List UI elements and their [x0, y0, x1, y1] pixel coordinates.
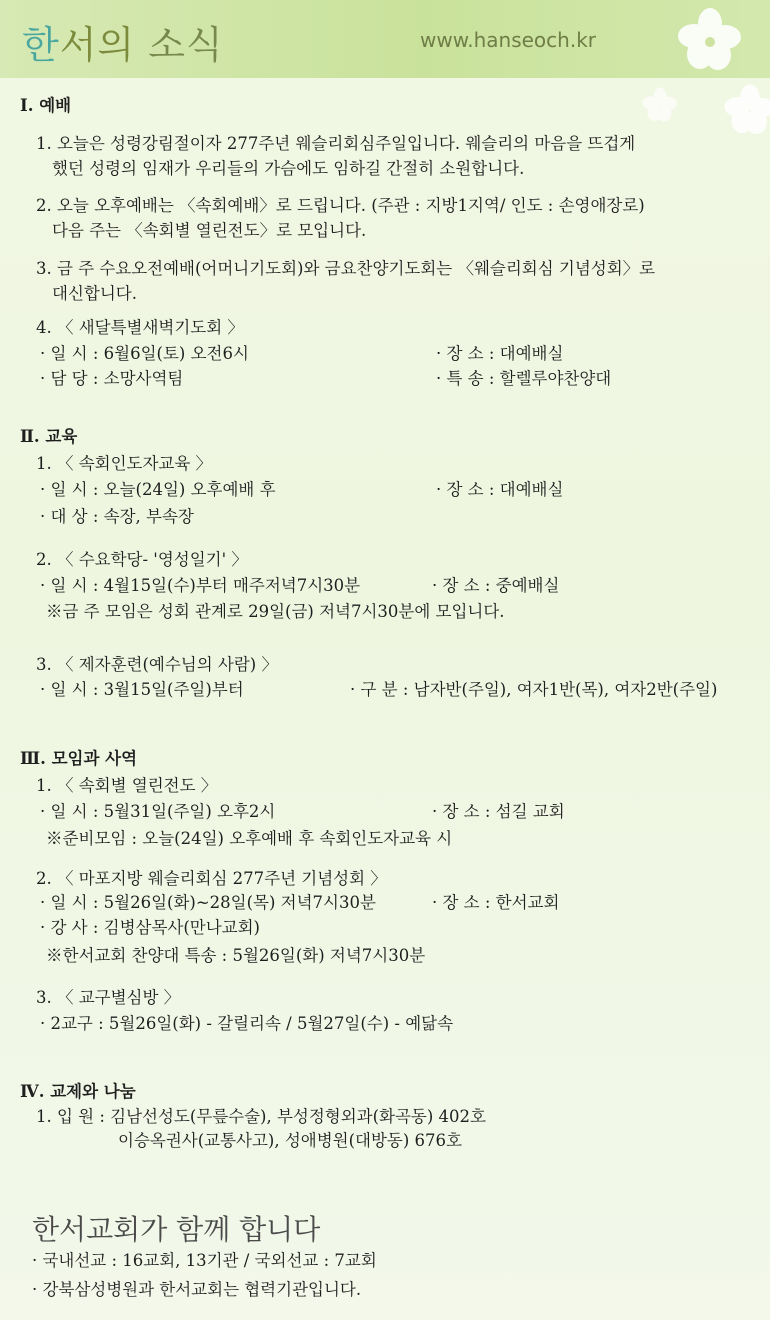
text-line: ※금 주 모임은 성회 관계로 29일(금) 저녁7시30분에 모입니다. [46, 602, 505, 621]
text-line: · 장 소 : 대예배실 [436, 480, 564, 499]
text-line: · 장 소 : 중예배실 [432, 576, 560, 595]
text-line: 1. 〈 속회인도자교육 〉 [36, 454, 213, 473]
text-line: · 강 사 : 김병삼목사(만나교회) [40, 918, 260, 937]
text-line: 3. 〈 제자훈련(예수님의 사람) 〉 [36, 655, 278, 674]
text-line: · 장 소 : 한서교회 [432, 893, 560, 912]
text-line: 이승옥권사(교통사고), 성애병원(대방동) 676호 [118, 1131, 462, 1150]
text-line: · 2교구 : 5월26일(화) - 갈릴리속 / 5월27일(수) - 예닮속 [40, 1014, 454, 1033]
text-line: · 담 당 : 소망사역팀 [40, 369, 184, 388]
text-line: · 일 시 : 3월15일(주일)부터 [40, 680, 244, 699]
page-title [22, 14, 224, 69]
text-line: · 일 시 : 6월6일(토) 오전6시 [40, 344, 249, 363]
text-line: · 일 시 : 오늘(24일) 오후예배 후 [40, 480, 276, 499]
text-line: · 구 분 : 남자반(주일), 여자1반(목), 여자2반(주일) [350, 680, 718, 699]
text-line: 대신합니다. [52, 284, 137, 303]
text-line: 2. 〈 수요학당- '영성일기' 〉 [36, 550, 248, 569]
text-line: · 장 소 : 대예배실 [436, 344, 564, 363]
text-line: · 장 소 : 섬길 교회 [432, 802, 565, 821]
text-line: 2. 오늘 오후예배는 〈속회예배〉로 드립니다. (주관 : 지방1지역/ 인도 : 손영애장로) [36, 196, 645, 215]
text-line: 3. 〈 교구별심방 〉 [36, 988, 181, 1007]
text-line: 4. 〈 새달특별새벽기도회 〉 [36, 318, 244, 337]
text-line: · 일 시 : 4월15일(수)부터 매주저녁7시30분 [40, 576, 361, 595]
text-line: ※준비모임 : 오늘(24일) 오후예배 후 속회인도자교육 시 [46, 829, 453, 848]
website-url[interactable]: www.hanseoch.kr [420, 28, 596, 52]
text-line: 2. 〈 마포지방 웨슬리회심 277주년 기념성회 〉 [36, 869, 387, 888]
text-line: ※한서교회 찬양대 특송 : 5월26일(화) 저녁7시30분 [46, 946, 426, 965]
section-heading-education: Ⅱ. 교육 [20, 427, 78, 446]
title-part-3: 소식 [135, 23, 224, 67]
section-heading-worship: Ⅰ. 예배 [20, 96, 72, 115]
title-part-2: 서의 [59, 23, 136, 67]
text-line: · 일 시 : 5월31일(주일) 오후2시 [40, 802, 276, 821]
text-line: 1. 오늘은 성령강림절이자 277주년 웨슬리회심주일입니다. 웨슬리의 마음을 뜨겁게 [36, 134, 636, 153]
text-line: · 국내선교 : 16교회, 13기관 / 국외선교 : 7교회 [32, 1251, 377, 1270]
text-line: · 일 시 : 5월26일(화)~28일(목) 저녁7시30분 [40, 893, 376, 912]
text-line: · 대 상 : 속장, 부속장 [40, 507, 194, 526]
text-line: · 강북삼성병원과 한서교회는 협력기관입니다. [32, 1280, 362, 1299]
text-line: · 특 송 : 할렐루야찬양대 [436, 369, 612, 388]
text-line: 3. 금 주 수요오전예배(어머니기도회)와 금요찬양기도회는 〈웨슬리회심 기념성회〉로 [36, 259, 656, 278]
section-heading-gatherings: Ⅲ. 모임과 사역 [20, 749, 138, 768]
text-line: 1. 입 원 : 김남선성도(무릎수술), 부성정형외과(화곡동) 402호 [36, 1107, 486, 1126]
section-heading-fellowship: Ⅳ. 교제와 나눔 [20, 1082, 136, 1101]
text-line: 1. 〈 속회별 열린전도 〉 [36, 776, 218, 795]
bottom-title: 한서교회가 함께 합니다 [32, 1213, 321, 1246]
text-line: 다음 주는 〈속회별 열린전도〉로 모입니다. [52, 221, 367, 240]
title-part-1: 한 [22, 23, 60, 67]
text-line: 했던 성령의 임재가 우리들의 가슴에도 임하길 간절히 소원합니다. [52, 159, 525, 178]
